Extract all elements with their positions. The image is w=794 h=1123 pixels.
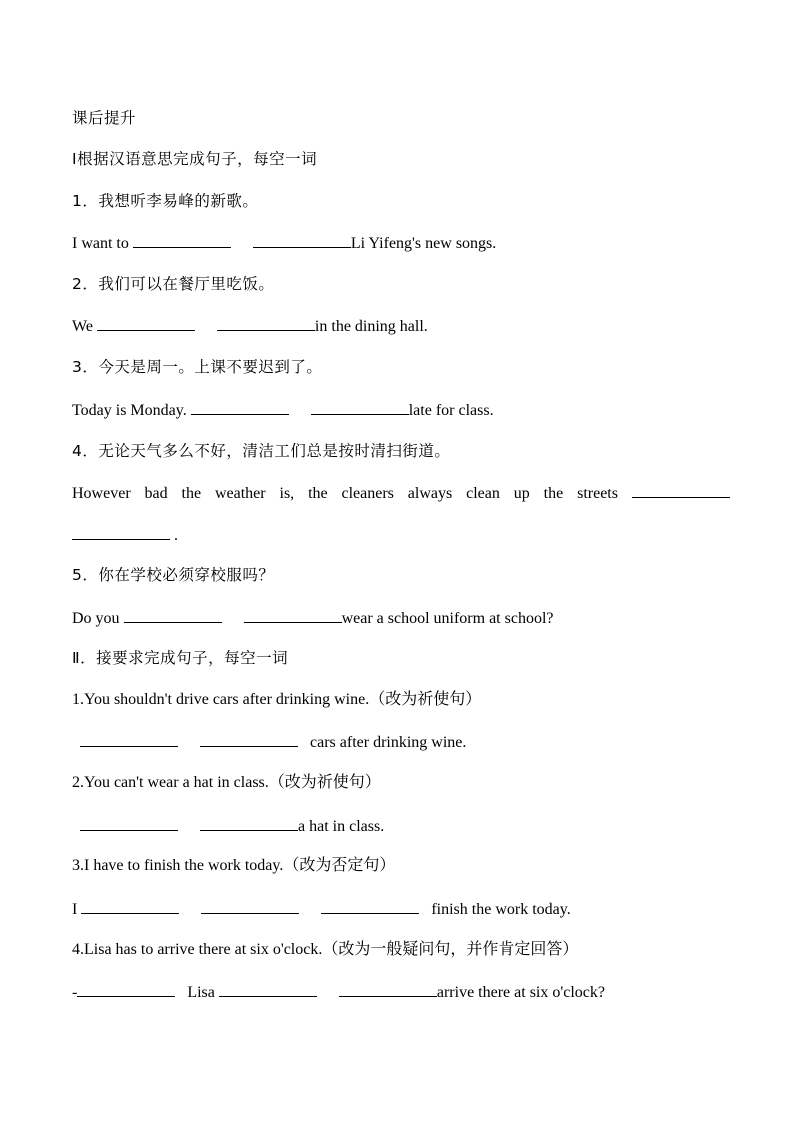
s1-q1-text-pre: I want to [72, 235, 129, 252]
s1-q4-blank-1[interactable] [632, 481, 730, 498]
s1-q4-answer-line-2 [72, 523, 730, 547]
s2-q2-text-post: a hat in class. [298, 818, 385, 835]
s2-q2-blank-2[interactable] [200, 814, 298, 831]
s1-q4-word: the [308, 485, 328, 502]
s2-q4-text-mid: Lisa [187, 984, 215, 1001]
s1-q4-answer-line [72, 481, 730, 505]
s1-q4-word: the [543, 485, 564, 502]
s1-q5-answer-line [72, 606, 730, 630]
s1-q4-word: bad [144, 485, 168, 502]
s1-q2-blank-1[interactable] [97, 314, 195, 331]
s1-q1-blank-2[interactable] [253, 231, 351, 248]
s1-q3-answer-line [72, 398, 730, 422]
section-1-title: Ⅰ根据汉语意思完成句子，每空一词 [72, 150, 318, 168]
s2-q2-blank-1[interactable] [80, 814, 178, 831]
s1-q4-word: weather [214, 485, 266, 502]
s1-q4-word: always [407, 485, 453, 502]
s1-q3-prompt: 3．今天是周一。上课不要迟到了。 [72, 358, 323, 376]
s1-q4-word: up [513, 485, 530, 502]
s1-q3-text-pre: Today is Monday. [72, 402, 187, 419]
s1-q1-answer-line [72, 231, 730, 255]
s2-q3-blank-2[interactable] [201, 897, 299, 914]
s1-q3-text-post: late for class. [408, 402, 494, 419]
s1-q1-blank-1[interactable] [133, 231, 231, 248]
page-heading: 课后提升 [72, 109, 137, 127]
s1-q4-word: clean [466, 485, 500, 502]
s1-q5-blank-1[interactable] [124, 606, 222, 623]
s2-q1-answer-line [80, 730, 730, 754]
s1-q1-text-post: Li Yifeng's new songs. [350, 235, 497, 252]
s2-q3-blank-1[interactable] [81, 897, 179, 914]
s2-q4-blank-2[interactable] [219, 980, 317, 997]
s1-q2-text-post: in the dining hall. [314, 318, 428, 335]
s1-q4-word: the [181, 485, 202, 502]
s1-q4-end: . [174, 527, 178, 544]
s2-q3-text-pre: I [72, 901, 78, 918]
s2-q3-prompt: 3.I have to finish the work today.（改为否定句） [72, 857, 396, 874]
s2-q1-prompt: 1.You shouldn't drive cars after drinking wine.（改为祈使句） [72, 691, 482, 708]
s2-q4-answer-line [72, 980, 730, 1004]
section-2-title: Ⅱ．接要求完成句子，每空一词 [72, 649, 289, 667]
s2-q4-text-post: arrive there at six o'clock? [436, 984, 606, 1001]
s2-q2-prompt: 2.You can't wear a hat in class.（改为祈使句） [72, 774, 381, 791]
s1-q2-prompt: 2．我们可以在餐厅里吃饭。 [72, 275, 275, 293]
s2-q1-blank-1[interactable] [80, 730, 178, 747]
s2-q2-answer-line [80, 814, 730, 838]
s2-q3-blank-3[interactable] [321, 897, 419, 914]
s1-q4-word: is, [279, 485, 295, 502]
s1-q1-prompt: 1．我想听李易峰的新歌。 [72, 192, 259, 210]
s1-q5-text-pre: Do you [72, 610, 120, 627]
s2-q4-text-pre: - [72, 984, 78, 1001]
s2-q1-blank-2[interactable] [200, 730, 298, 747]
s1-q2-answer-line [72, 314, 730, 338]
s2-q4-blank-1[interactable] [77, 980, 175, 997]
s1-q2-blank-2[interactable] [217, 314, 315, 331]
s1-q4-prompt: 4．无论天气多么不好，清洁工们总是按时清扫街道。 [72, 442, 451, 460]
s1-q3-blank-1[interactable] [191, 398, 289, 415]
s1-q5-blank-2[interactable] [244, 606, 342, 623]
s1-q5-text-post: wear a school uniform at school? [341, 610, 554, 627]
s1-q4-word: cleaners [341, 485, 394, 502]
s1-q2-text-pre: We [72, 318, 93, 335]
s1-q4-word: However [72, 485, 131, 502]
s1-q4-word: streets [577, 485, 618, 502]
s1-q3-blank-2[interactable] [311, 398, 409, 415]
s1-q4-blank-2[interactable] [72, 523, 170, 540]
s2-q4-prompt: 4.Lisa has to arrive there at six o'clock.（改为一般疑问句，并作肯定回答） [72, 941, 579, 958]
s2-q3-text-post: finish the work today. [431, 901, 571, 918]
s1-q5-prompt: 5．你在学校必须穿校服吗？ [72, 566, 275, 584]
s2-q4-blank-3[interactable] [339, 980, 437, 997]
s2-q1-text-post: cars after drinking wine. [310, 734, 467, 751]
s2-q3-answer-line [72, 897, 730, 921]
